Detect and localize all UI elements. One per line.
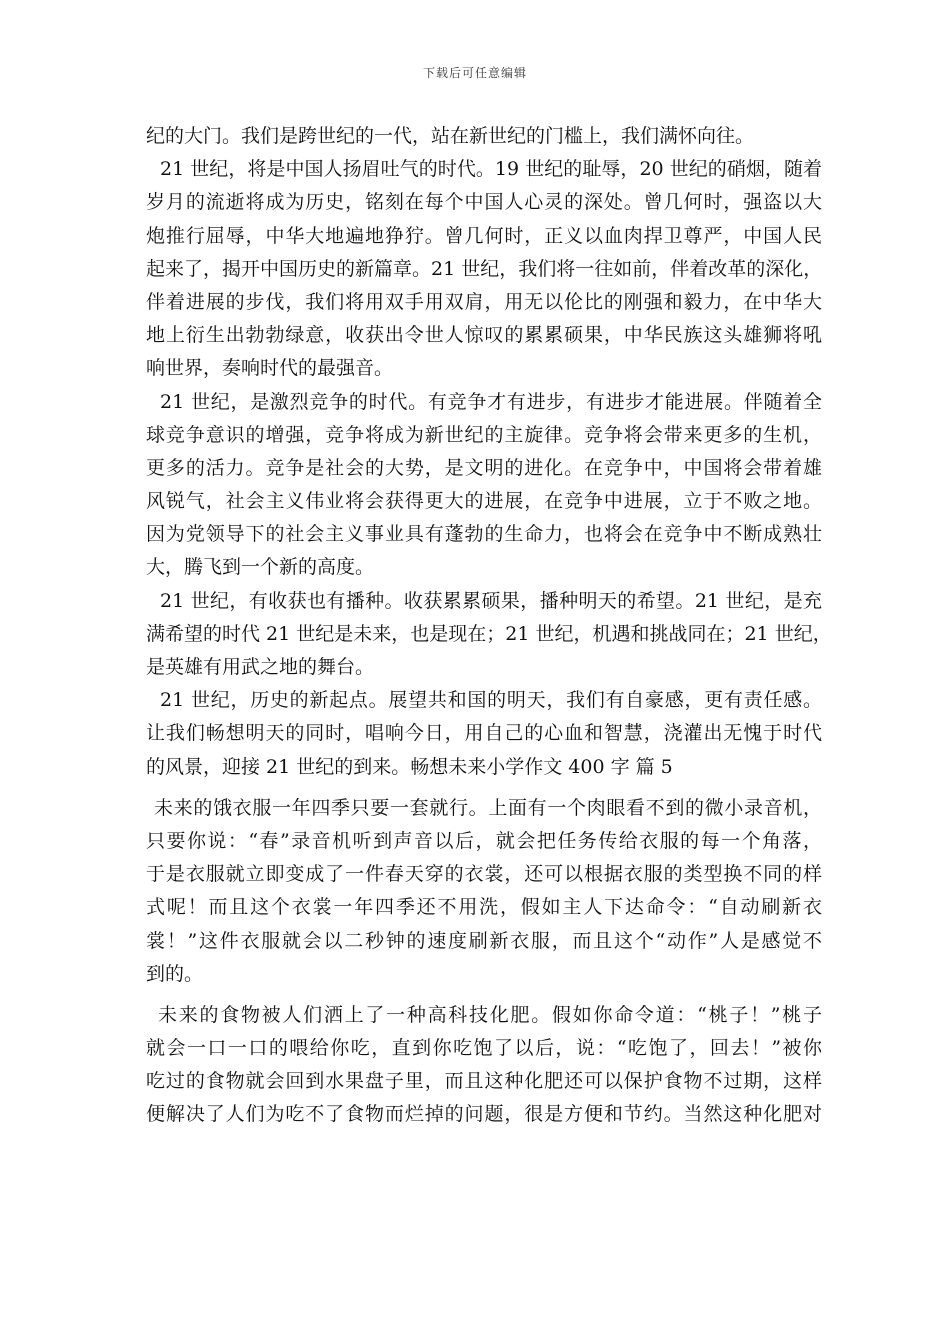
text-line: 未来的饿衣服一年四季只要一套就行。上面有一个肉眼看不到的微小录音机， bbox=[154, 796, 822, 819]
text-line: 是英雄有用武之地的舞台。 bbox=[146, 656, 375, 678]
paragraph bbox=[146, 153, 822, 385]
text-line: 未来的食物被人们洒上了一种高科技化肥。假如你命令道：“桃子！”桃子 bbox=[158, 1003, 822, 1026]
paragraph bbox=[146, 792, 822, 991]
text-line: 21 世纪，是激烈竞争的时代。有竞争才有进步，有进步才能进展。伴随着全 bbox=[160, 390, 822, 413]
text-line: 大，腾飞到一个新的高度。 bbox=[146, 556, 375, 579]
text-line: 只要你说：“春”录音机听到声音以后，就会把任务传给衣服的每一个角落， bbox=[146, 829, 822, 852]
text-line: 岁月的流逝将成为历史，铭刻在每个中国人心灵的深处。曾几何时，强盗以大 bbox=[146, 191, 822, 214]
text-line: 球竞争意识的增强，竞争将成为新世纪的主旋律。竞争将会带来更多的生机， bbox=[146, 423, 822, 446]
text-line: 起来了，揭开中国历史的新篇章。21 世纪，我们将一往如前，伴着改革的深化， bbox=[146, 257, 823, 280]
text-line: 便解决了人们为吃不了食物而烂掉的问题，很是方便和节约。当然这种化肥对 bbox=[146, 1103, 822, 1126]
text-line: 风锐气，社会主义伟业将会获得更大的进展，在竞争中进展，立于不败之地。 bbox=[146, 490, 822, 513]
text-line: 炮推行屈辱，中华大地遍地狰狞。曾几何时，正义以血肉捍卫尊严，中国人民 bbox=[146, 224, 822, 247]
text-line: 响世界，奏响时代的最强音。 bbox=[146, 357, 394, 380]
text-line: 裳！”这件衣服就会以二秒钟的速度刷新衣服，而且这个“动作”人是感觉不 bbox=[146, 929, 822, 952]
text-line: 式呢！而且这个衣裳一年四季还不用洗，假如主人下达命令：“自动刷新衣 bbox=[146, 896, 822, 919]
text-line: 21 世纪，历史的新起点。展望共和国的明天，我们有自豪感，更有责任感。 bbox=[160, 689, 822, 712]
text-line: 吃过的食物就会回到水果盘子里，而且这种化肥还可以保护食物不过期，这样 bbox=[146, 1070, 822, 1093]
paragraph bbox=[146, 585, 832, 685]
text-line: 于是衣服就立即变成了一件春天穿的衣裳，还可以根据衣服的类型换不同的样 bbox=[146, 863, 822, 886]
text-line: 到的。 bbox=[146, 962, 204, 985]
paragraph bbox=[146, 684, 822, 784]
text-line: 纪的大门。我们是跨世纪的一代，站在新世纪的门槛上，我们满怀向往。 bbox=[146, 125, 755, 147]
document-body bbox=[146, 120, 832, 1132]
text-line: 21 世纪，将是中国人扬眉吐气的时代。19 世纪的耻辱，20 世纪的硝烟，随着 bbox=[160, 158, 822, 181]
text-line: 满希望的时代 21 世纪是未来，也是现在；21 世纪，机遇和挑战同在；21 世纪， bbox=[146, 622, 832, 645]
text-line: 让我们畅想明天的同时，唱响今日，用自己的心血和智慧，浇灌出无愧于时代 bbox=[146, 722, 822, 745]
text-line: 21 世纪，有收获也有播种。收获累累硕果，播种明天的希望。21 世纪，是充 bbox=[160, 589, 822, 612]
text-line: 因为党领导下的社会主义事业具有蓬勃的生命力，也将会在竞争中不断成熟壮 bbox=[146, 523, 822, 546]
paragraph bbox=[146, 999, 822, 1132]
text-line: 更多的活力。竞争是社会的大势，是文明的进化。在竞争中，中国将会带着雄 bbox=[146, 456, 822, 479]
text-line: 地上衍生出勃勃绿意，收获出令世人惊叹的累累硕果，中华民族这头雄狮将吼 bbox=[146, 324, 822, 347]
paragraph-gap bbox=[146, 991, 822, 999]
text-line: 伴着进展的步伐，我们将用双手用双肩，用无以伦比的刚强和毅力，在中华大 bbox=[146, 290, 822, 313]
text-line: 的风景，迎接 21 世纪的到来。畅想未来小学作文 400 字 篇 5 bbox=[146, 755, 673, 778]
paragraph-gap bbox=[146, 784, 822, 792]
text-line: 就会一口一口的喂给你吃，直到你吃饱了以后，说：“吃饱了，回去！”被你 bbox=[146, 1037, 822, 1060]
paragraph bbox=[146, 120, 822, 153]
paragraph bbox=[146, 386, 822, 585]
page-header: 下载后可任意编辑 bbox=[422, 66, 527, 80]
